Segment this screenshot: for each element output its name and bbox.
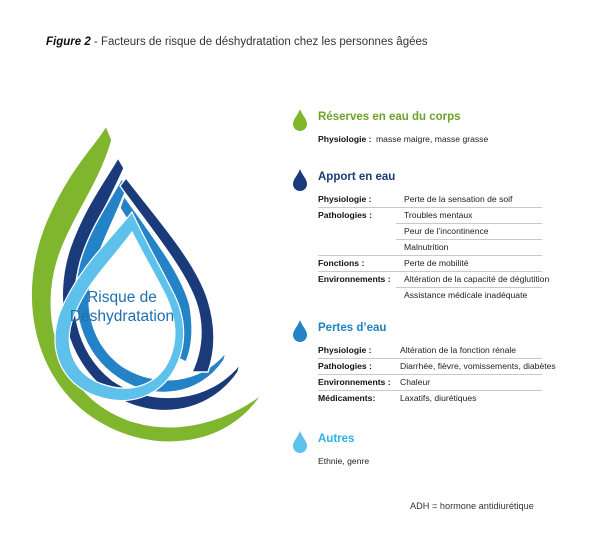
factor-category: Médicaments: <box>318 393 376 403</box>
factor-value: Troubles mentaux <box>404 210 473 220</box>
factor-category: Physiologie : <box>318 345 372 355</box>
section-apport <box>292 168 564 304</box>
factor-category: Environnements : <box>318 377 391 387</box>
factor-value: Laxatifs, diurétiques <box>400 393 477 403</box>
factor-category: Environnements : <box>318 274 391 284</box>
section-header <box>292 108 564 132</box>
section-autres <box>292 430 564 470</box>
factor-row <box>292 272 564 288</box>
navy-drop-icon <box>292 168 308 191</box>
factor-row <box>292 132 564 148</box>
factor-row <box>292 359 564 375</box>
figure-label: Figure 2 <box>46 36 91 48</box>
light-blue-drop-icon <box>292 430 308 453</box>
factor-row <box>292 288 564 304</box>
factor-value: Malnutrition <box>404 242 449 252</box>
factor-value: Altération de la fonction rénale <box>400 345 517 355</box>
green-drop-icon <box>292 108 308 131</box>
factor-value: Assistance médicale inadéquate <box>404 290 528 300</box>
factor-category: Physiologie : <box>318 194 372 204</box>
center-label-line2: Déshydratation <box>69 308 175 325</box>
center-label <box>52 288 192 326</box>
factor-row <box>292 454 564 470</box>
factor-value: Peur de l’incontinence <box>404 226 489 236</box>
factor-row <box>292 208 564 224</box>
section-title: Apport en eau <box>318 171 396 183</box>
factor-value: Perte de mobilité <box>404 258 469 268</box>
section-header <box>292 319 564 343</box>
center-label-line1: Risque de <box>87 289 157 306</box>
section-title: Autres <box>318 433 355 445</box>
factor-category: Pathologies : <box>318 361 372 371</box>
factor-row <box>292 391 564 407</box>
blue-drop-icon <box>292 319 308 342</box>
factor-category: Fonctions : <box>318 258 365 268</box>
factor-value: Chaleur <box>400 377 431 387</box>
section-header <box>292 430 564 454</box>
factor-value: masse maigre, masse grasse <box>376 134 489 144</box>
section-reserves <box>292 108 564 148</box>
section-title: Réserves en eau du corps <box>318 111 461 123</box>
factor-value: Perte de la sensation de soif <box>404 194 513 204</box>
factor-row <box>292 256 564 272</box>
factor-value: Diarrhée, fièvre, vomissements, diabètes <box>400 361 556 371</box>
factor-row <box>292 375 564 391</box>
section-header <box>292 168 564 192</box>
figure-caption-text: - Facteurs de risque de déshydratation chez les personnes âgées <box>90 36 428 48</box>
factor-category: Physiologie : <box>318 134 372 144</box>
factor-value: Ethnie, genre <box>318 456 370 466</box>
factor-value: Altération de la capacité de déglutition <box>404 274 550 284</box>
factor-row <box>292 343 564 359</box>
section-pertes <box>292 319 564 407</box>
factor-category: Pathologies : <box>318 210 372 220</box>
factor-row <box>292 192 564 208</box>
footnote: ADH = hormone antidiurétique <box>410 501 534 511</box>
factor-row <box>292 224 564 240</box>
factor-row <box>292 240 564 256</box>
section-title: Pertes d’eau <box>318 322 387 334</box>
